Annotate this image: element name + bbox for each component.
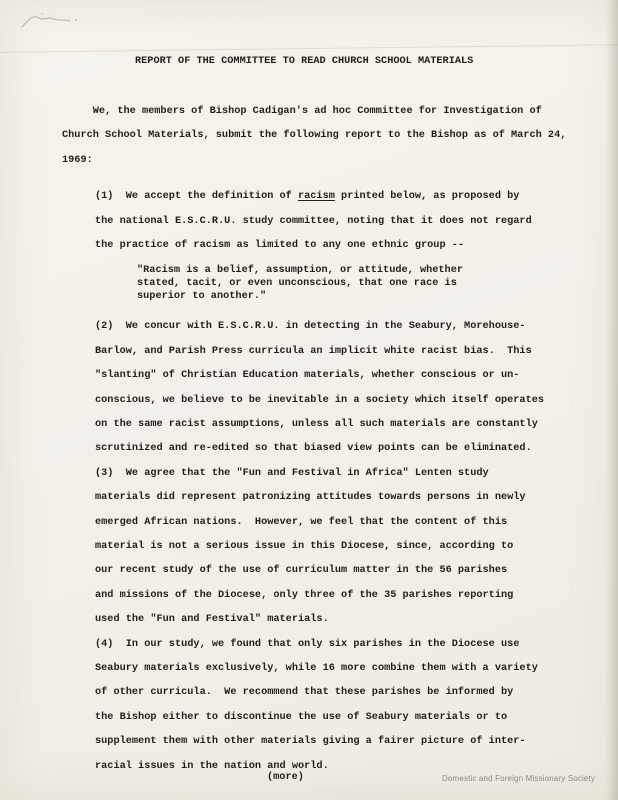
quote-line: stated, tacit, or even unconscious, that one race is — [137, 277, 457, 290]
intro-line: We, the members of Bishop Cadigan's ad hoc Committee for Investigation of — [62, 105, 542, 117]
item-3-line: material is not a serious issue in this Diocese, since, according to — [95, 539, 514, 552]
item-3-line: (3) We agree that the "Fun and Festival in Africa" Lenten study — [95, 466, 489, 479]
watermark-text: Domestic and Foreign Missionary Society — [442, 774, 596, 783]
item-2-line: on the same racist assumptions, unless all such materials are constantly — [95, 417, 538, 430]
item-2-line: "slanting" of Christian Education materials, whether conscious or un- — [95, 369, 520, 382]
item-3-paragraph — [95, 461, 568, 632]
paper-edge-shadow — [606, 0, 618, 800]
pencil-scribble-mark — [18, 4, 90, 34]
item-4-line: (4) In our study, we found that only six parishes in the Diocese use — [95, 637, 520, 650]
item-4-line: supplement them with other materials giving a fairer picture of inter- — [95, 735, 526, 748]
more-page-indicator: (more) — [267, 771, 304, 783]
paper-crease — [0, 44, 618, 53]
quote-line: "Racism is a belief, assumption, or attitude, whether — [137, 264, 464, 277]
item-1-text: printed below, as proposed by — [334, 190, 520, 203]
item-3-line: our recent study of the use of curriculum matter in the 56 parishes — [95, 564, 508, 577]
item-3-line: emerged African nations. However, we feel that the content of this — [95, 515, 508, 528]
item-4-line: of other curricula. We recommend that these parishes be informed by — [95, 686, 514, 699]
document-body — [62, 99, 568, 778]
underlined-word-racism: racism — [297, 190, 335, 203]
item-1-text: (1) We accept the definition of — [95, 190, 298, 203]
item-2-line: (2) We concur with E.S.C.R.U. in detecting in the Seabury, Morehouse- — [95, 320, 526, 333]
item-2-paragraph — [95, 314, 568, 460]
intro-paragraph — [62, 99, 568, 172]
item-4-paragraph — [95, 632, 568, 778]
item-3-line: used the "Fun and Festival" materials. — [95, 613, 329, 626]
document-title: REPORT OF THE COMMITTEE TO READ CHURCH SCHOOL MATERIALS — [135, 55, 474, 67]
intro-line: 1969: — [62, 153, 93, 166]
item-2-line: conscious, we believe to be inevitable in a society which itself operates — [95, 393, 545, 406]
quote-line: superior to another." — [137, 290, 267, 303]
item-1-line: the practice of racism as limited to any one ethnic group -- — [95, 239, 465, 252]
item-4-line: racial issues in the nation and world. — [95, 759, 329, 772]
racism-definition-quote — [137, 264, 568, 302]
item-4-line: the Bishop either to discontinue the use of Seabury materials or to — [95, 710, 508, 723]
item-3-line: materials did represent patronizing attitudes towards persons in newly — [95, 491, 526, 504]
intro-line: Church School Materials, submit the following report to the Bishop as of March 24, — [62, 129, 567, 142]
item-1-paragraph — [95, 184, 568, 257]
item-1-line: the national E.S.C.R.U. study committee, noting that it does not regard — [95, 214, 532, 227]
item-2-line: scrutinized and re-edited so that biased view points can be eliminated. — [95, 442, 532, 455]
item-2-line: Barlow, and Parish Press curricula an implicit white racist bias. This — [95, 344, 532, 357]
item-1-line — [95, 184, 568, 208]
item-4-line: Seabury materials exclusively, while 16 more combine them with a variety — [95, 662, 538, 675]
item-3-line: and missions of the Diocese, only three of the 35 parishes reporting — [95, 588, 514, 601]
